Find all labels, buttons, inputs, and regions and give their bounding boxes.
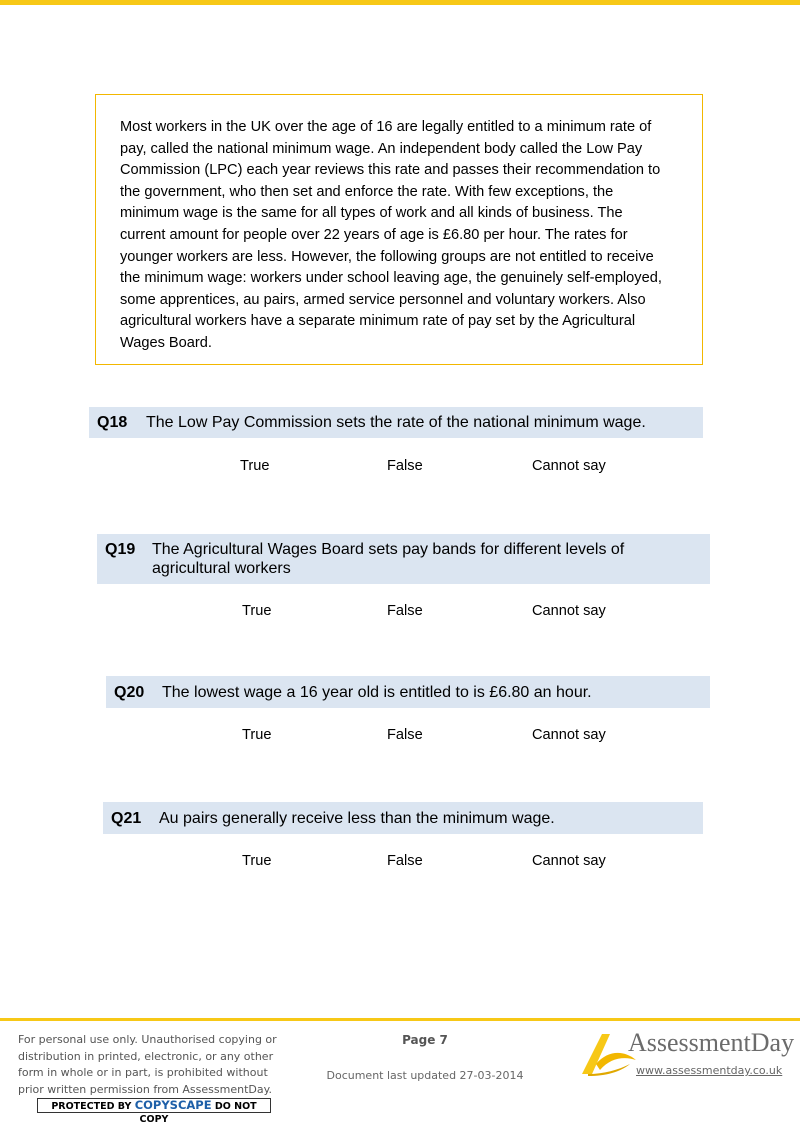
- passage-line: the government, who then set and enforce the rate. With few exceptions, the: [120, 183, 614, 200]
- brand-name: AssessmentDay: [628, 1028, 795, 1057]
- passage-line: Most workers in the UK over the age of 16 are legally entitled to a minimum rate of: [120, 119, 652, 135]
- question-18: [89, 407, 703, 438]
- copyscape-suffix: DO NOT COPY: [139, 1101, 257, 1125]
- footer-divider: [0, 1018, 800, 1021]
- question-text: The Low Pay Commission sets the rate of the national minimum wage.: [146, 414, 646, 431]
- passage-line: pay, called the national minimum wage. An independent body called the Low Pay: [120, 140, 643, 157]
- website-link[interactable]: www.assessmentday.co.uk: [636, 1064, 783, 1077]
- top-accent-bar: [0, 0, 800, 5]
- passage-line: Wages Board.: [120, 334, 212, 351]
- question-20: [106, 676, 710, 708]
- last-updated: Document last updated 27-03-2014: [326, 1069, 524, 1082]
- option-cannot-say[interactable]: Cannot say: [532, 853, 606, 869]
- option-true[interactable]: True: [242, 603, 272, 619]
- question-number: Q18: [97, 414, 128, 431]
- passage-line: younger workers are less. However, the following groups are not entitled to receive: [120, 248, 654, 265]
- option-false[interactable]: False: [387, 458, 423, 474]
- question-number: Q19: [105, 541, 136, 558]
- copyscape-prefix: PROTECTED BY: [51, 1101, 132, 1112]
- passage-line: Commission (LPC) each year reviews this rate and passes their recommendation to: [120, 162, 661, 179]
- question-text: The lowest wage a 16 year old is entitled to is £6.80 an hour.: [162, 684, 592, 701]
- page-number: Page 7: [402, 1033, 448, 1047]
- option-true[interactable]: True: [242, 727, 272, 743]
- question-number: Q21: [111, 810, 142, 827]
- option-true[interactable]: True: [240, 458, 270, 474]
- passage-line: some apprentices, au pairs, armed service personnel and voluntary workers. Also: [120, 291, 646, 308]
- option-cannot-say[interactable]: Cannot say: [532, 603, 606, 619]
- disclaimer-line: form in whole or in part, is prohibited without: [18, 1066, 268, 1079]
- option-cannot-say[interactable]: Cannot say: [532, 458, 606, 474]
- question-text: Au pairs generally receive less than the minimum wage.: [159, 810, 555, 827]
- option-false[interactable]: False: [387, 603, 423, 619]
- question-19: [97, 534, 710, 584]
- passage-line: the minimum wage: workers under school leaving age, the genuinely self-employed,: [120, 270, 662, 287]
- disclaimer-line: prior written permission from AssessmentDay.: [18, 1082, 273, 1096]
- option-true[interactable]: True: [242, 853, 272, 869]
- option-false[interactable]: False: [387, 727, 423, 743]
- option-false[interactable]: False: [387, 853, 423, 869]
- reading-passage: [95, 94, 703, 365]
- passage-line: current amount for people over 22 years of age is £6.80 per hour. The rates for: [120, 226, 628, 243]
- question-number: Q20: [114, 684, 145, 701]
- passage-line: agricultural workers have a separate minimum rate of pay set by the Agricultural: [120, 313, 636, 330]
- question-21: [103, 802, 703, 834]
- passage-line: minimum wage is the same for all types of work and all kinds of business. The: [120, 205, 623, 222]
- question-text: agricultural workers: [152, 560, 291, 577]
- disclaimer-line: For personal use only. Unauthorised copying or: [18, 1033, 277, 1046]
- disclaimer-line: distribution in printed, electronic, or any other: [18, 1049, 274, 1063]
- option-cannot-say[interactable]: Cannot say: [532, 727, 606, 743]
- copyright-disclaimer: [18, 1032, 288, 1098]
- copyscape-badge[interactable]: [37, 1098, 271, 1125]
- copyscape-brand: COPYSCAPE: [134, 1098, 212, 1112]
- question-text: The Agricultural Wages Board sets pay bands for different levels of: [152, 541, 625, 558]
